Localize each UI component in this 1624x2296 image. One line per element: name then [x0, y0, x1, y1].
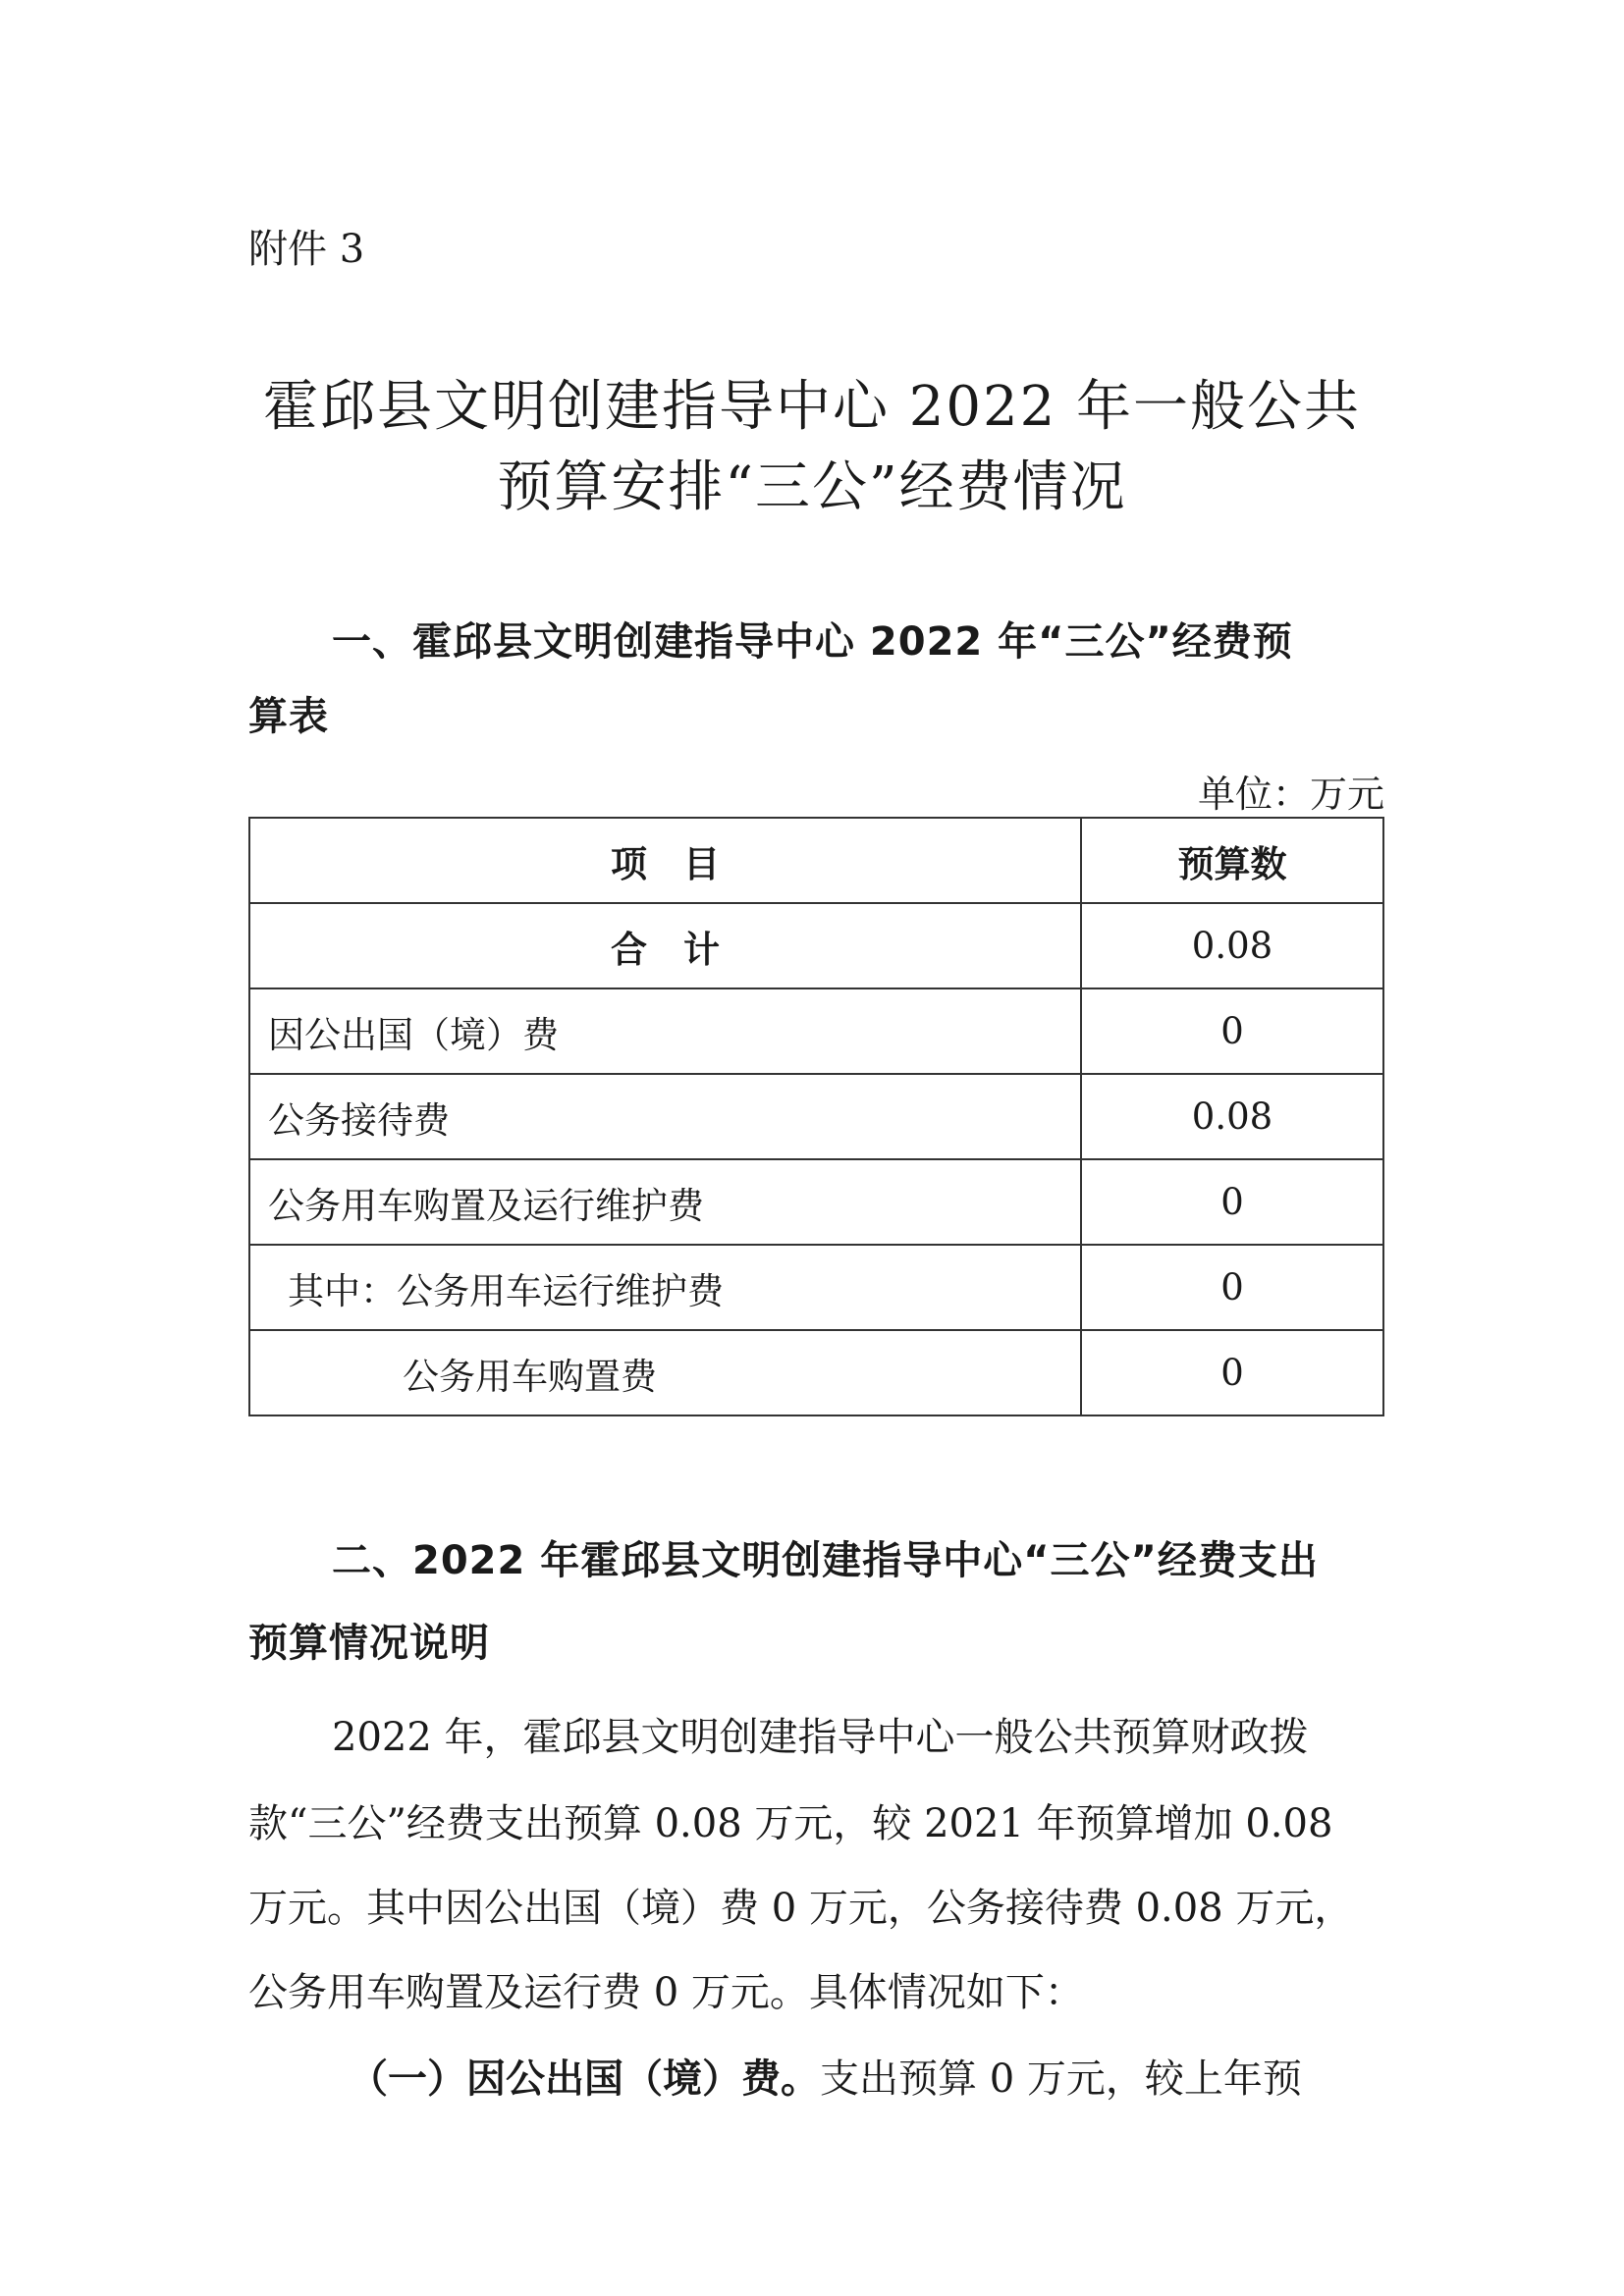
row-label: 公务接待费	[249, 1074, 1081, 1159]
section2-heading-line-1: 二、2022 年霍邱县文明创建指导中心“三公”经费支出	[332, 1538, 1319, 1583]
row-value: 0	[1081, 1330, 1383, 1415]
row-value: 0	[1081, 988, 1383, 1074]
table-row	[249, 1245, 1383, 1330]
section1-heading-line-2: 算表	[248, 694, 329, 739]
row-value: 0	[1081, 1159, 1383, 1245]
header-item: 项 目	[249, 818, 1081, 903]
paragraph-line: 款“三公”经费支出预算 0.08 万元，较 2021 年预算增加 0.08	[248, 1801, 1333, 1846]
subsection1-heading: （一）因公出国（境）费。	[349, 2056, 820, 2102]
unit-label: 单位：万元	[1197, 773, 1384, 816]
row-label: 其中：公务用车运行维护费	[249, 1245, 1081, 1330]
row-value: 0	[1081, 1245, 1383, 1330]
row-value-total: 0.08	[1081, 903, 1383, 988]
subsection1-line	[349, 2048, 1302, 2104]
row-label: 公务用车购置及运行维护费	[249, 1159, 1081, 1245]
document-title-line-2: 预算安排“三公”经费情况	[497, 455, 1127, 519]
section1-heading-line-1: 一、霍邱县文明创建指导中心 2022 年“三公”经费预	[332, 619, 1293, 665]
subsection1-text: 支出预算 0 万元，较上年预	[820, 2056, 1302, 2102]
header-value: 预算数	[1081, 818, 1383, 903]
table-header-row	[249, 818, 1383, 903]
table-row	[249, 988, 1383, 1074]
table-row	[249, 1074, 1383, 1159]
paragraph-line: 2022 年，霍邱县文明创建指导中心一般公共预算财政拨	[332, 1715, 1309, 1760]
paragraph-line: 万元。其中因公出国（境）费 0 万元，公务接待费 0.08 万元，	[248, 1886, 1354, 1931]
attachment-label: 附件 3	[248, 227, 365, 272]
paragraph-line: 公务用车购置及运行费 0 万元。具体情况如下：	[248, 1970, 1084, 2015]
row-label: 因公出国（境）费	[249, 988, 1081, 1074]
row-label: 公务用车购置费	[249, 1330, 1081, 1415]
row-label-total: 合 计	[249, 903, 1081, 988]
table-row	[249, 1330, 1383, 1415]
row-value: 0.08	[1081, 1074, 1383, 1159]
table-row	[249, 1159, 1383, 1245]
budget-table	[248, 817, 1384, 1416]
document-title-line-1: 霍邱县文明创建指导中心 2022 年一般公共	[262, 375, 1362, 439]
section2-heading-line-2: 预算情况说明	[248, 1621, 490, 1666]
table-row	[249, 903, 1383, 988]
